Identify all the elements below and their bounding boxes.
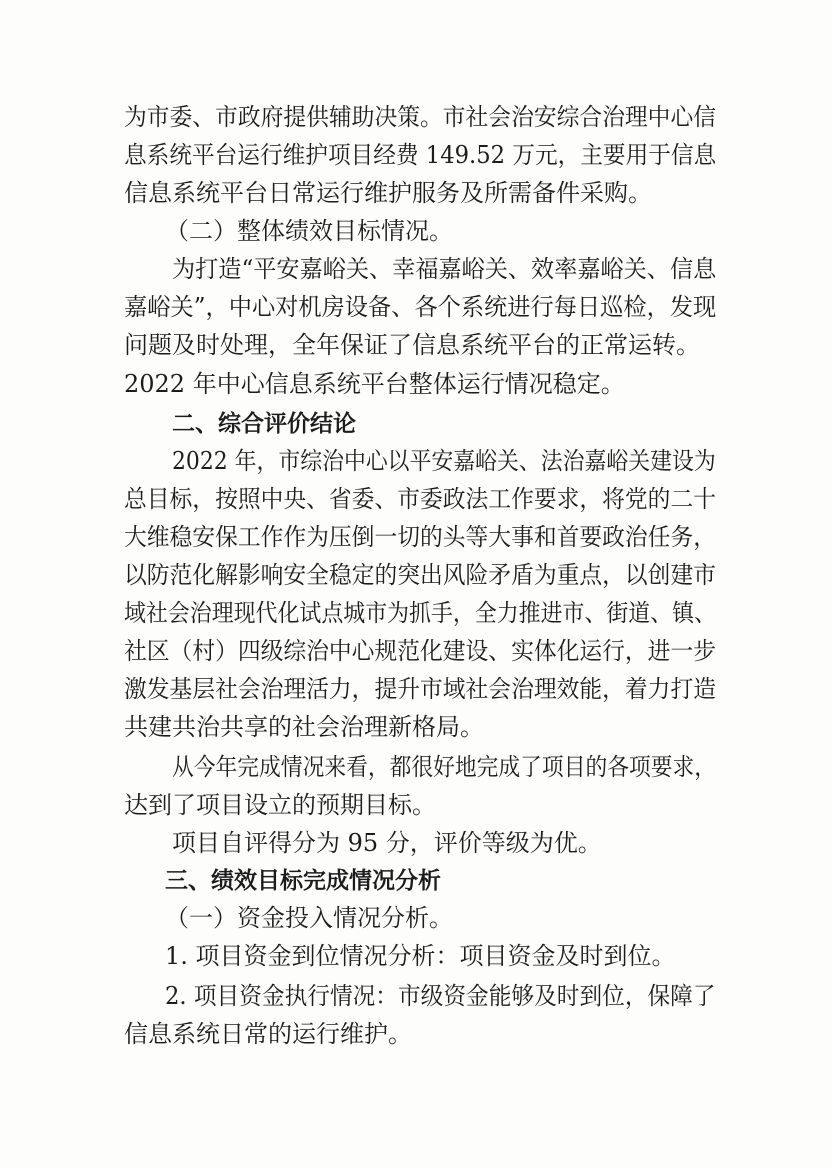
paragraph-score [0, 823, 832, 863]
line-text: 共建共治共享的社会治理新格局。 [124, 713, 484, 741]
line-text: 从今年完成情况来看，都很好地完成了项目的各项要求， [172, 753, 717, 781]
paragraph-line-2 [0, 135, 832, 175]
line-text: 问题及时处理，全年保证了信息系统平台的正常运转。 [124, 331, 700, 359]
paragraph-line-16 [0, 669, 832, 709]
list-item-1 [0, 936, 832, 976]
line-text: 项目自评得分为 95 分，评价等级为优。 [172, 829, 602, 857]
line-text: 激发基层社会治理活力，提升市域社会治理效能，着力打造 [124, 675, 716, 703]
line-text: 以防范化解影响安全稳定的突出风险矛盾为重点，以创建市 [124, 561, 716, 589]
paragraph-line-10 [0, 441, 832, 481]
line-text: 2. 项目资金执行情况：市级资金能够及时到位，保障了 [165, 982, 716, 1010]
paragraph-line-7 [0, 325, 832, 365]
paragraph-line-5 [0, 249, 832, 289]
paragraph-line-6 [0, 287, 832, 327]
paragraph-line-18 [0, 747, 832, 787]
line-text: 1. 项目资金到位情况分析：项目资金及时到位。 [165, 942, 676, 970]
line-text: （一）资金投入情况分析。 [165, 904, 453, 932]
line-text: 达到了项目设立的预期目标。 [124, 791, 436, 819]
line-text: 二、综合评价结论 [172, 411, 356, 437]
subheading-funding [0, 898, 832, 938]
line-text: 社区（村）四级综治中心规范化建设、实体化运行，进一步 [124, 637, 716, 665]
paragraph-line-8 [0, 364, 832, 404]
line-text: 息系统平台运行维护项目经费 149.52 万元，主要用于信息 [124, 141, 717, 169]
paragraph-line-1 [0, 97, 832, 137]
line-text: 为市委、市政府提供辅助决策。市社会治安综合治理中心信 [124, 103, 716, 131]
paragraph-line-13 [0, 555, 832, 595]
subheading-overall-goals [0, 211, 832, 251]
line-text: 总目标，按照中央、省委、市委政法工作要求，将党的二十 [124, 485, 716, 513]
paragraph-line-14 [0, 593, 832, 633]
line-text: 大维稳安保工作作为压倒一切的头等大事和首要政治任务， [124, 523, 716, 551]
line-text: 为打造“平安嘉峪关、幸福嘉峪关、效率嘉峪关、信息 [172, 255, 717, 283]
paragraph-line-19 [0, 785, 832, 825]
paragraph-line-3 [0, 173, 832, 213]
list-item-2 [0, 976, 832, 1016]
paragraph-line-11 [0, 479, 832, 519]
paragraph-line-12 [0, 517, 832, 557]
line-text: （二）整体绩效目标情况。 [165, 217, 453, 245]
paragraph-line-17 [0, 707, 832, 747]
line-text: 2022 年，市综治中心以平安嘉峪关、法治嘉峪关建设为 [172, 447, 716, 475]
section-heading-analysis [0, 861, 832, 901]
line-text: 嘉峪关”，中心对机房设备、各个系统进行每日巡检，发现 [124, 293, 717, 321]
line-text: 2022 年中心信息系统平台整体运行情况稳定。 [124, 370, 625, 398]
line-text: 信息系统日常的运行维护。 [124, 1020, 412, 1048]
line-text: 信息系统平台日常运行维护服务及所需备件采购。 [124, 179, 652, 207]
line-text: 三、绩效目标完成情况分析 [165, 868, 441, 894]
section-heading-evaluation [0, 404, 832, 444]
paragraph-line-15 [0, 631, 832, 671]
paragraph-line-25 [0, 1014, 832, 1054]
line-text: 域社会治理现代化试点城市为抓手，全力推进市、街道、镇、 [124, 599, 717, 627]
